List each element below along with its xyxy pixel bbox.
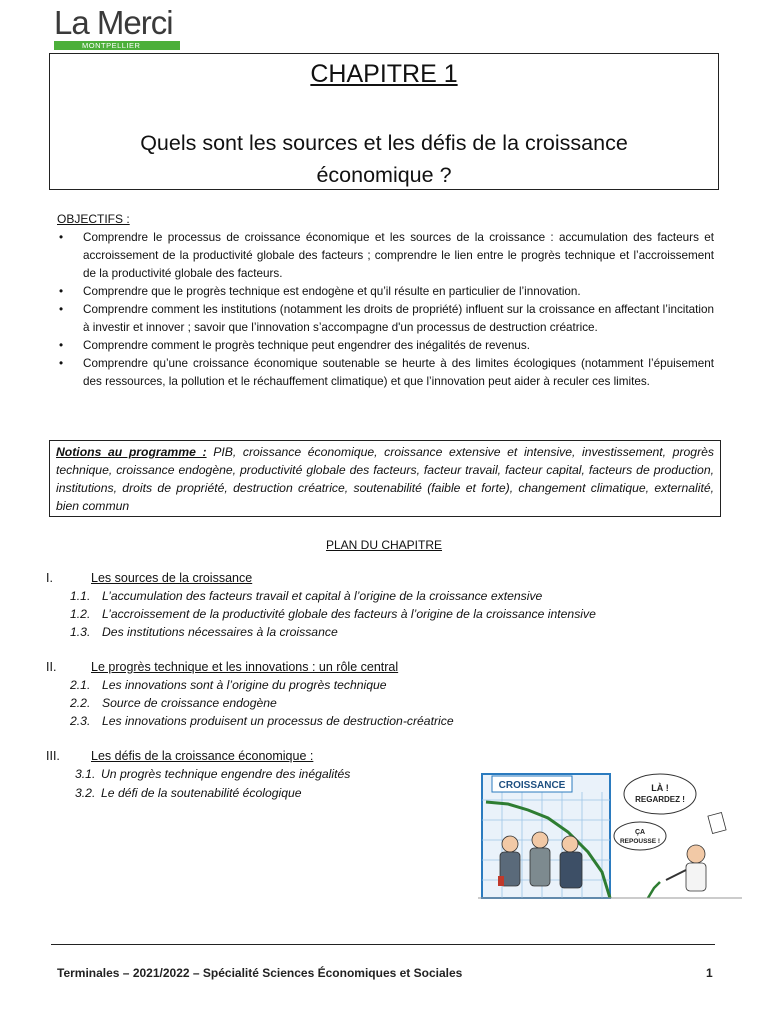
bullet-icon: •: [59, 357, 64, 370]
chapter-heading: CHAPITRE 1: [310, 60, 458, 88]
notions-heading: Notions au programme :: [56, 445, 207, 459]
businessmen-group: [498, 832, 582, 888]
subsection-text: Les innovations produisent un processus de destruction-créatrice: [102, 714, 454, 728]
chapter-question-line2: économique ?: [316, 163, 452, 187]
bubble2-line1: ÇA: [634, 829, 646, 836]
logo-brand: La Merci: [54, 4, 173, 41]
objectives-list: [57, 229, 714, 391]
subsection-number: 2.3.: [70, 714, 91, 728]
subsection-text: L’accumulation des facteurs travail et capital à l’origine de la croissance extensive: [102, 589, 543, 603]
objective-item: [57, 355, 714, 391]
speech-bubble-1: [624, 774, 696, 814]
objective-item: [57, 337, 714, 355]
bubble2-line2: REPOUSSE !: [619, 838, 661, 845]
section-title: Le progrès technique et les innovations : un rôle central: [91, 660, 399, 674]
subsection-number: 2.1.: [70, 678, 91, 692]
notions-box: [49, 440, 721, 517]
bullet-icon: •: [59, 285, 64, 298]
plan-title: PLAN DU CHAPITRE: [325, 538, 443, 552]
bubble1-line2: REGARDEZ !: [635, 795, 685, 804]
chapter-question: [80, 127, 688, 191]
subsection-text: Un progrès technique engendre des inégalités: [101, 767, 351, 781]
section-title: Les défis de la croissance économique :: [91, 749, 314, 763]
board-label: CROISSANCE: [498, 780, 566, 791]
section-number: I.: [46, 571, 53, 585]
subsection-number: 3.2.: [75, 786, 96, 800]
bullet-icon: •: [59, 231, 64, 244]
section-title: Les sources de la croissance: [91, 571, 253, 585]
speech-bubble-2: [614, 822, 666, 850]
footer-text: Terminales – 2021/2022 – Spécialité Sciences Économiques et Sociales: [57, 966, 463, 980]
subsection-text: Les innovations sont à l’origine du progrès technique: [102, 678, 387, 692]
subsection-text: Le défi de la soutenabilité écologique: [101, 786, 302, 800]
objective-text: Comprendre comment les institutions (notamment les droits de propriété) influent sur la croissance en affectant l’incitation à investir et innover ; savoir que l’innovation s’accompagne d'un processus de destruction créatrice.: [83, 303, 714, 334]
logo-subtitle: MONTPELLIER: [82, 41, 141, 50]
school-logo: [54, 4, 180, 50]
bullet-icon: •: [59, 303, 64, 316]
notions-text: PIB, croissance économique, croissance extensive et intensive, investissement, progrès technique, croissance endogène, productivité globale des facteurs, facteur travail, facteur capital, facteurs de production, institutions, droits de propriété, destruction créatrice, soutenabilité (faible et forte), changement climatique, externalité, bien commun: [56, 445, 715, 513]
page-number: 1: [706, 966, 713, 980]
subsection-text: L’accroissement de la productivité globale des facteurs à l’origine de la croissance intensive: [102, 607, 596, 621]
subsection-number: 3.1.: [75, 767, 96, 781]
objective-item: [57, 229, 714, 283]
chapter-question-line1: Quels sont les sources et les défis de la croissance: [140, 131, 628, 155]
objective-text: Comprendre le processus de croissance économique et les sources de la croissance : accumulation des facteurs et accroissement de la productivité globale des facteurs ; comprendre le lien entre le progrès technique et l’accroissement de la productivité globale des facteurs.: [83, 231, 714, 280]
subsection-number: 1.2.: [70, 607, 91, 621]
objectives-heading: OBJECTIFS :: [57, 212, 130, 226]
growth-cartoon: [478, 770, 742, 904]
objective-text: Comprendre qu’une croissance économique soutenable se heurte à des limites écologiques (notamment l’épuisement des ressources, la pollution et le réchauffement climatique) et que l’innovation peut aider à reculer ces limites.: [83, 357, 714, 388]
bubble1-line1: LÀ !: [651, 783, 669, 793]
objective-text: Comprendre comment le progrès technique peut engendrer des inégalités de revenus.: [83, 339, 530, 352]
subsection-text: Source de croissance endogène: [102, 696, 277, 710]
section-number: III.: [46, 749, 60, 763]
objective-text: Comprendre que le progrès technique est endogène et qu’il résulte en particulier de l’innovation.: [83, 285, 581, 298]
section-number: II.: [46, 660, 57, 674]
subsection-number: 1.3.: [70, 625, 91, 639]
footer-divider: [51, 944, 715, 945]
subsection-number: 2.2.: [70, 696, 91, 710]
subsection-text: Des institutions nécessaires à la croissance: [102, 625, 338, 639]
subsection-number: 1.1.: [70, 589, 91, 603]
objective-item: [57, 301, 714, 337]
chapter-title-box: [49, 53, 719, 190]
bullet-icon: •: [59, 339, 64, 352]
objective-item: [57, 283, 714, 301]
